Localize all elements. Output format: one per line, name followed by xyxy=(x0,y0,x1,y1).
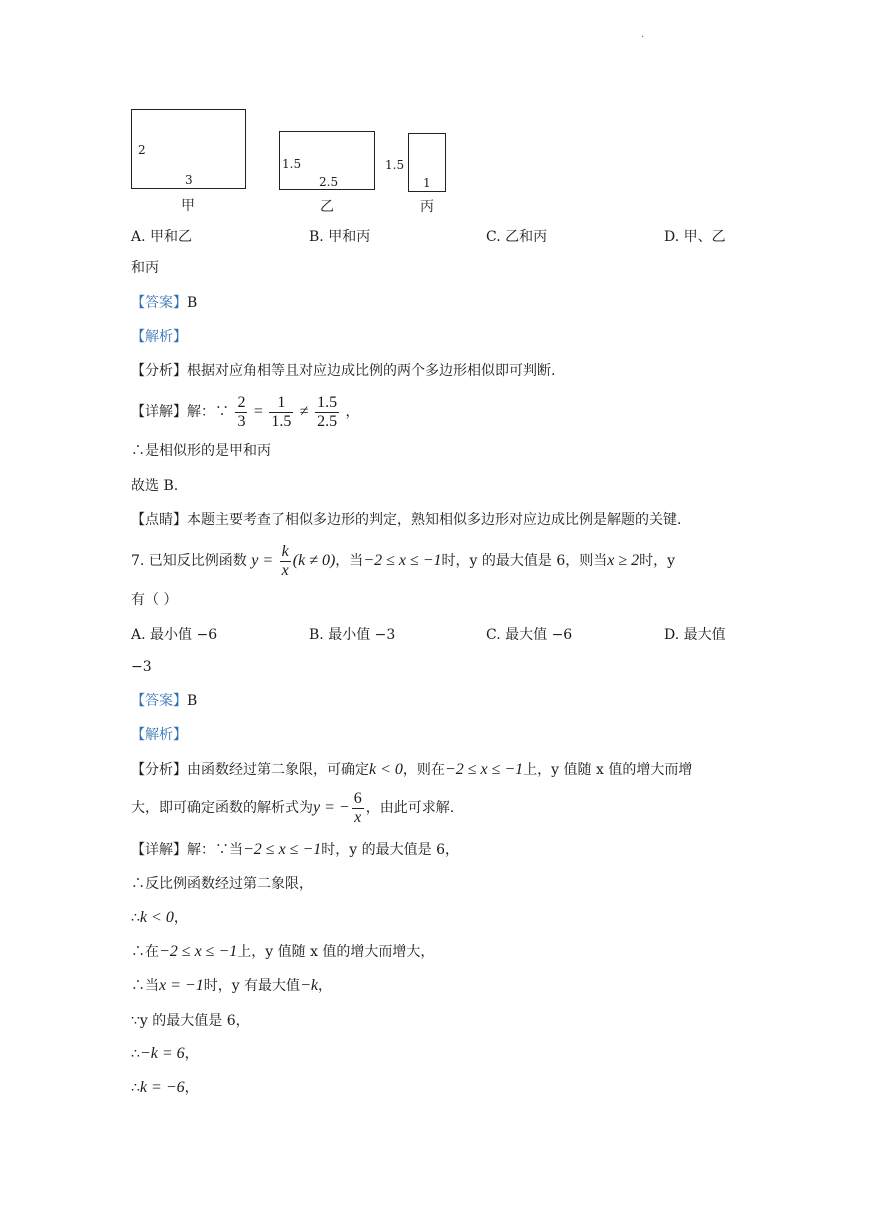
q7-xj1-text-b: 时，y 的最大值是 6， xyxy=(321,842,459,858)
q6-option-c: C. 乙和丙 xyxy=(486,229,548,245)
rect-bing-caption: 丙 xyxy=(420,199,434,215)
q7-xj-line8 xyxy=(131,1078,199,1098)
rect-yi-caption: 乙 xyxy=(320,199,334,215)
q7-xj8-comma: ， xyxy=(184,1080,199,1096)
q7-xj5-math2: −k xyxy=(300,977,318,994)
q7-xj5-text-b: 时，y 有最大值 xyxy=(203,978,301,994)
q7-fenxi-text-c: 上，y 值随 x 值的增大而增 xyxy=(523,762,693,778)
q7-xj1-text-a: 【详解】解：∵当 xyxy=(131,842,243,858)
q7-analysis-label: 【解析】 xyxy=(131,727,187,743)
q7-option-c: C. 最大值 −6 xyxy=(486,627,573,643)
q7-fenxi-text-a: 【分析】由函数经过第二象限，可确定 xyxy=(131,762,369,778)
q7-xj8-therefore: ∴ xyxy=(131,1080,140,1096)
q7-xj-line7 xyxy=(131,1044,199,1064)
q7-xj3-math: k < 0 xyxy=(139,909,174,926)
q7-stem-cond: (k ≠ 0) xyxy=(292,552,336,569)
q7-fenxi-line1 xyxy=(131,760,692,780)
q7-stem xyxy=(131,541,675,581)
q7-xj7-math: −k = 6 xyxy=(139,1045,185,1062)
rect-jia-height: 2 xyxy=(138,143,146,157)
rect-jia-width: 3 xyxy=(185,173,193,187)
q6-answer-label: 【答案】 xyxy=(131,295,187,311)
q7-xj7-therefore: ∴ xyxy=(131,1046,140,1062)
q7-fenxi-k: k < 0 xyxy=(369,761,403,778)
q7-xj3-comma: ， xyxy=(173,910,188,926)
q6-conclusion: ∴是相似形的是甲和丙 xyxy=(131,443,271,459)
q7-xj3-therefore: ∴ xyxy=(131,910,140,926)
q7-stem-text-d: 时，y xyxy=(639,553,676,569)
header-dot: · xyxy=(641,32,645,43)
q7-fenxi2-y: y = − xyxy=(313,799,350,816)
q7-stem-text-c: 时，y 的最大值是 6，则当 xyxy=(441,553,608,569)
q7-xj4-text-b: 上，y 值随 x 值的增大而增大， xyxy=(237,944,435,960)
q7-stem-text-b: ，当 xyxy=(335,553,364,569)
q7-option-a: A. 最小值 −6 xyxy=(131,627,218,643)
q7-fenxi2-frac: $\frac{6}{x}$ xyxy=(353,789,362,826)
q7-stem-text-a: 7. 已知反比例函数 xyxy=(131,553,247,569)
q7-answer-value: B xyxy=(187,693,198,709)
q6-option-d-wrap: 和丙 xyxy=(131,260,159,276)
q7-xj4-text-a: ∴在 xyxy=(131,944,159,960)
q7-xj-line2: ∴反比例函数经过第二象限， xyxy=(131,876,313,892)
rect-bing-height: 1.5 xyxy=(385,158,405,172)
q7-xj7-comma: ， xyxy=(184,1046,199,1062)
rect-jia-caption: 甲 xyxy=(181,198,195,214)
q7-xj5-text-a: ∴当 xyxy=(131,978,159,994)
q6-option-b: B. 甲和丙 xyxy=(309,229,371,245)
q7-xj-line5 xyxy=(131,976,332,996)
q7-xj-line1 xyxy=(131,840,459,860)
q7-option-b: B. 最小值 −3 xyxy=(309,627,396,643)
q7-option-d: D. 最大值 xyxy=(664,627,726,643)
q7-xj-line6: ∵y 的最大值是 6， xyxy=(131,1013,250,1029)
q7-xj-line3 xyxy=(131,908,188,928)
q7-xj-line4 xyxy=(131,942,434,962)
q7-fenxi-range: −2 ≤ x ≤ −1 xyxy=(444,761,524,778)
q6-fenxi: 【分析】根据对应角相等且对应边成比例的两个多边形相似即可判断. xyxy=(131,363,556,379)
q7-stem-x2: x ≥ 2 xyxy=(607,552,640,569)
q7-stem-y: y = xyxy=(251,552,274,569)
q6-answer xyxy=(131,293,197,313)
q7-xj5-math: x = −1 xyxy=(159,977,204,994)
q7-fenxi2-text-a: 大，即可确定函数的解析式为 xyxy=(131,800,313,816)
q6-frac-2-3: $\frac{2}{3}$ xyxy=(237,393,246,430)
q7-fenxi-text-b: ，则在 xyxy=(402,762,445,778)
q7-fenxi2-text-b: ，由此可求解. xyxy=(365,800,455,816)
q7-xj4-range: −2 ≤ x ≤ −1 xyxy=(159,943,238,960)
q6-not-equal: ≠ xyxy=(299,403,309,420)
q6-equals: = xyxy=(253,403,263,420)
q6-frac-1-1.5: $\frac{1}{1.5}$ xyxy=(271,393,292,430)
q6-xiangjie-prefix: 【详解】解：∵ xyxy=(131,404,229,420)
rect-yi-height: 1.5 xyxy=(282,157,302,171)
q7-stem-range: −2 ≤ x ≤ −1 xyxy=(363,552,442,569)
q7-stem-wrap: 有（ ） xyxy=(131,592,178,608)
q7-fenxi-line2 xyxy=(131,788,454,828)
q6-dianjing: 【点睛】本题主要考查了相似多边形的判定，熟知相似多边形对应边成比例是解题的关键. xyxy=(131,512,682,528)
q6-analysis-label: 【解析】 xyxy=(131,329,187,345)
q7-option-d-wrap: −3 xyxy=(131,659,152,675)
q7-answer-label: 【答案】 xyxy=(131,693,187,709)
q7-xj8-math: k = −6 xyxy=(139,1079,185,1096)
q6-answer-value: B xyxy=(187,295,198,311)
q6-option-d: D. 甲、乙 xyxy=(664,229,726,245)
q6-option-a: A. 甲和乙 xyxy=(131,229,193,245)
q6-choose: 故选 B. xyxy=(131,478,179,494)
q6-xiangjie xyxy=(131,392,360,432)
q7-xj1-range: −2 ≤ x ≤ −1 xyxy=(243,841,322,858)
q6-frac-1.5-2.5: $\frac{1.5}{2.5}$ xyxy=(317,393,338,430)
q7-answer xyxy=(131,691,197,711)
rect-bing-width: 1 xyxy=(423,176,431,190)
q7-xj5-comma: ， xyxy=(317,978,332,994)
q6-xiangjie-suffix: ， xyxy=(345,404,360,420)
q7-stem-frac: $\frac{k}{x}$ xyxy=(281,542,289,579)
rect-yi-width: 2.5 xyxy=(319,175,339,189)
